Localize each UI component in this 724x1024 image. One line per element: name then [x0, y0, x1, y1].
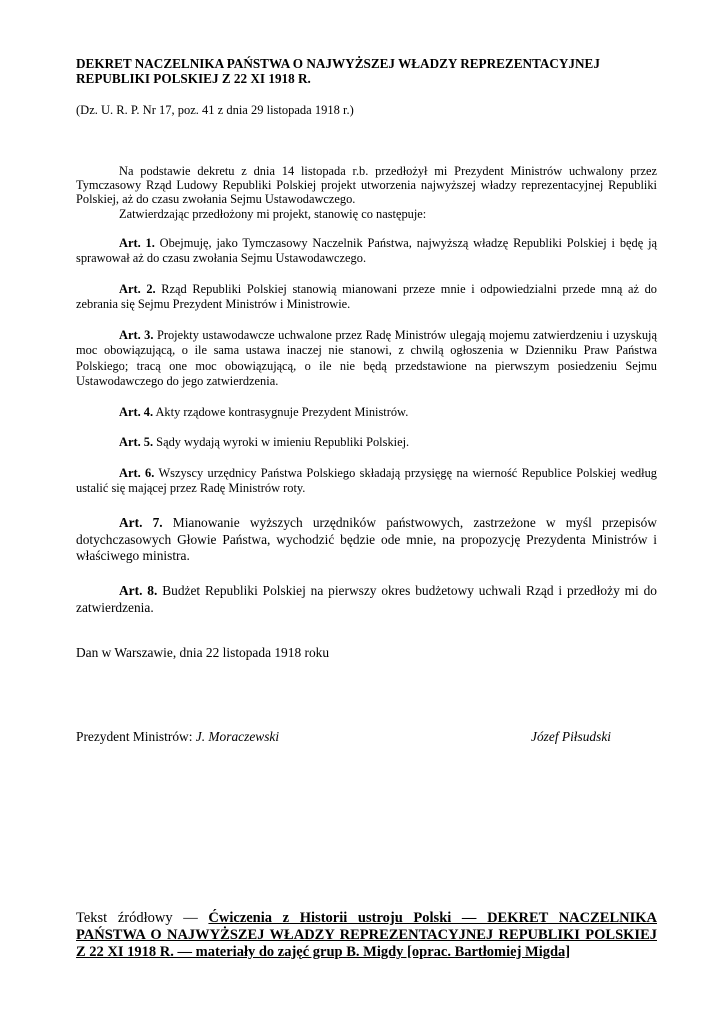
article-text: Budżet Republiki Polskiej na pierwszy okres budżetowy uchwali Rząd i przedłoży mi do zatwierdzenia.	[76, 583, 658, 615]
article-number: Art. 2.	[119, 281, 156, 296]
footer-prefix: Tekst źródłowy —	[76, 910, 209, 926]
article-text: Projekty ustawodawcze uchwalone przez Radę Ministrów ulegają mojemu zatwierdzeniu i uzyskują moc obowiązującą, o ile sama ustawa inaczej nie stanowi, z chwilą ogłoszenia w Dzienniku Praw Państwa Polskiego; tracą one moc obowiązującą, o ile nie będą przedstawione na pierwszym posiedzeniu Sejmu Ustawodawczego do jego zatwierdzenia.	[76, 327, 657, 389]
article-7	[76, 515, 657, 565]
article-number: Art. 7.	[119, 514, 163, 530]
article-number: Art. 6.	[119, 465, 155, 480]
article-4	[76, 405, 657, 421]
article-number: Art. 8.	[119, 583, 158, 599]
article-1	[76, 236, 657, 267]
signature-line	[76, 729, 611, 745]
article-text: Akty rządowe kontrasygnuje Prezydent Ministrów.	[155, 404, 409, 419]
document-body	[76, 56, 657, 661]
article-text: Mianowanie wyższych urzędników państwowych, zastrzeżone w myśl przepisów dotychczasowych Głowie Państwa, wychodzić będzie ode mnie, na propozycję Prezydenta Ministrów i właściwego ministra.	[76, 514, 657, 564]
document-title: DEKRET NACZELNIKA PAŃSTWA O NAJWYŻSZEJ WŁADZY REPREZENTACYJNEJ REPUBLIKI POLSKIEJ Z 22 XI 1918 R.	[76, 56, 600, 86]
article-text: Wszyscy urzędnicy Państwa Polskiego składają przysięgę na wierność Republice Polskiej według ustalić się mającej przez Radę Ministrów roty.	[76, 465, 657, 496]
article-number: Art. 4.	[119, 404, 154, 419]
article-3	[76, 328, 657, 390]
article-text: Rząd Republiki Polskiej stanowią mianowani przeze mnie i odpowiedzialni przede mną aż do zebrania się Sejmu Prezydent Ministrów i Ministrowie.	[76, 281, 658, 312]
article-number: Art. 5.	[119, 435, 154, 450]
signature-right-name: Józef Piłsudski	[531, 729, 611, 744]
footer-source	[76, 910, 657, 961]
article-number: Art. 1.	[119, 235, 155, 250]
article-6	[76, 466, 657, 497]
source-citation: (Dz. U. R. P. Nr 17, poz. 41 z dnia 29 listopada 1918 r.)	[76, 103, 354, 117]
article-2	[76, 282, 657, 313]
article-text: Obejmuję, jako Tymczasowy Naczelnik Państwa, najwyższą władzę Republiki Polskiej i będę ją sprawował aż do czasu zwołania Sejmu Ustawodawczego.	[76, 235, 658, 266]
approve-paragraph: Zatwierdzając przedłożony mi projekt, stanowię co następuje:	[119, 206, 427, 221]
article-5	[76, 435, 657, 451]
signature-left-name: J. Moraczewski	[195, 729, 280, 744]
issued-date-line: Dan w Warszawie, dnia 22 listopada 1918 roku	[76, 644, 330, 660]
intro-paragraph: Na podstawie dekretu z dnia 14 listopada r.b. przedłożył mi Prezydent Ministrów uchwalony przez Tymczasowy Rząd Ludowy Republiki Polskiej projekt utworzenia najwyższej władzy reprezentacyjnej Republiki Polskiej, aż do czasu zwołania Sejmu Ustawodawczego.	[76, 164, 657, 207]
article-number: Art. 3.	[119, 327, 154, 342]
article-8	[76, 583, 657, 617]
article-text: Sądy wydają wyroki w imieniu Republiki Polskiej.	[156, 435, 410, 450]
signature-left-label: Prezydent Ministrów:	[76, 729, 196, 744]
footer-source-link[interactable]: Ćwiczenia z Historii ustroju Polski — DEKRET NACZELNIKA PAŃSTWA O NAJWYŻSZEJ WŁADZY REPREZENTACYJNEJ REPUBLIKI POLSKIEJ Z 22 XI 1918 R. — materiały do zajęć grup B. Migdy [oprac. Bartłomiej Migda]	[76, 910, 657, 960]
